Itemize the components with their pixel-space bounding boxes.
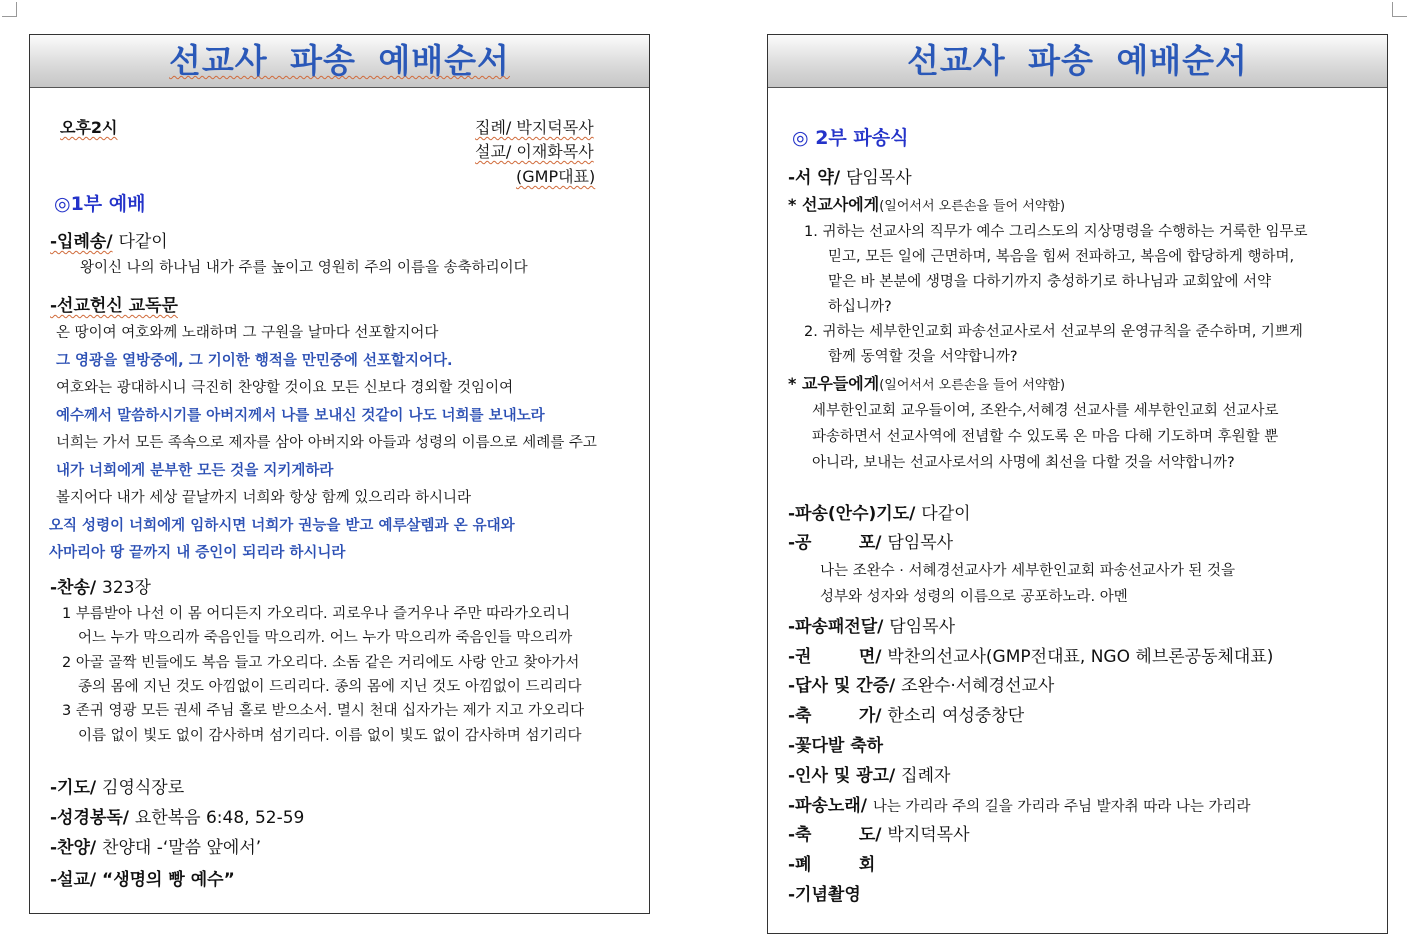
sermon (50, 865, 235, 890)
left-page (29, 34, 650, 914)
hymn (50, 573, 151, 598)
missionary-question-line: 믿고, 모든 일에 근면하며, 복음을 힘써 전파하고, 복음에 합당하게 행하며, (828, 249, 1295, 265)
sending-song (788, 791, 1251, 816)
anthem-label: -찬양/ (50, 838, 97, 858)
hymn-line: 어느 누가 막으리까 죽음인들 막으리까. 어느 누가 막으리까 죽음인들 막으리까 (78, 630, 573, 647)
missionary-vow (788, 192, 1065, 215)
members-question-line: 아니라, 보내는 선교사로서의 사명에 최선을 다할 것을 서약합니까? (812, 455, 1235, 471)
sermon-value: “생명의 빵 예수” (102, 870, 235, 890)
hymn-line: 이름 없이 빛도 없이 감사하며 섬기리다. 이름 없이 빛도 없이 감사하며 섬기리다 (78, 727, 582, 744)
reading-line: 여호와는 광대하시니 극진히 찬양할 것이요 모든 신보다 경외할 것임이여 (56, 380, 514, 396)
commission-prayer (788, 499, 971, 524)
scripture-reading (50, 803, 304, 828)
hymn-line: 2 아골 골짝 빈들에도 복음 들고 가오리다. 소돔 같은 거리에도 사랑 안고 찾아가서 (62, 654, 580, 671)
plaque-label: -파송패전달/ (788, 617, 884, 637)
entrance-song-text: 왕이신 나의 하나님 내가 주를 높이고 영원히 주의 이름을 송축하리이다 (80, 260, 528, 276)
members-vow-label: * 교우들에게 (788, 374, 880, 393)
sermon-label: -설교/ (50, 870, 97, 890)
benediction-label: -축 도/ (788, 825, 882, 845)
entrance-song-label: -입례송/ (50, 232, 113, 252)
exhortation-value: 박찬의선교사(GMP전대표, NGO 헤브론공동체대표) (887, 647, 1274, 667)
closing: -폐 회 (788, 855, 876, 875)
commission-prayer-value: 다같이 (921, 504, 971, 524)
section-1-heading: ◎1부 예배 (54, 193, 146, 215)
scripture-value: 요한복음 6:48, 52-59 (134, 808, 305, 828)
missionary-vow-note: (일어서서 오른손을 들어 서약함) (879, 199, 1066, 214)
prayer-value: 김영식장로 (102, 778, 185, 798)
benediction (788, 820, 970, 845)
entrance-song-value: 다같이 (118, 232, 168, 252)
photo: -기념촬영 (788, 885, 861, 905)
prayer (50, 773, 184, 798)
hymn-line: 1 부름받아 나선 이 몸 어디든지 가오리다. 괴로우나 즐거우나 주만 따라가오리니 (62, 606, 571, 622)
vow-label: -서 약/ (788, 168, 841, 188)
exhortation (788, 642, 1273, 667)
benediction-value: 박지덕목사 (887, 825, 970, 845)
exhortation-label: -권 면/ (788, 647, 882, 667)
proclamation-line: 나는 조완수 · 서혜경선교사가 세부한인교회 파송선교사가 된 것을 (820, 563, 1236, 579)
missionary-vow-label: * 선교사에게 (788, 195, 880, 214)
left-title-bar (30, 35, 649, 88)
anthem (50, 833, 261, 858)
anthem-value: 찬양대 -‘말씀 앞에서’ (102, 838, 262, 858)
service-time: 오후2시 (60, 118, 118, 137)
special-song-value: 한소리 여성중창단 (887, 706, 1025, 726)
reading-line: 볼지어다 내가 세상 끝날까지 너희와 항상 함께 있으리라 하시니라 (56, 490, 472, 506)
left-title: 선교사 파송 예배순서 (169, 41, 510, 80)
missionary-question-line: 1. 귀하는 선교사의 직무가 예수 그리스도의 지상명령을 수행하는 거룩한 임무로 (804, 224, 1308, 240)
members-vow-note: (일어서서 오른손을 들어 서약함) (879, 378, 1066, 393)
officiant: 집례/ 박지덕목사 (475, 118, 594, 137)
members-vow (788, 371, 1065, 394)
reading-line: 너희는 가서 모든 족속으로 제자를 삼아 아버지와 아들과 성령의 이름으로 세례를 주고 (56, 435, 597, 451)
prayer-label: -기도/ (50, 778, 97, 798)
right-page (767, 34, 1388, 934)
preacher-org: (GMP대표) (516, 167, 596, 186)
plaque (788, 612, 955, 637)
reading-line: 사마리아 땅 끝까지 내 증인이 되리라 하시니라 (49, 545, 346, 561)
section-2-heading: ◎ 2부 파송식 (792, 127, 909, 149)
page-corner-mark (1392, 2, 1407, 17)
proclamation-label: -공 포/ (788, 533, 882, 553)
members-question-line: 세부한인교회 교우들이여, 조완수,서혜경 선교사를 세부한인교회 선교사로 (812, 403, 1279, 419)
hymn-label: -찬송/ (50, 578, 97, 598)
vow-value: 담임목사 (845, 168, 912, 188)
greetings-label: -인사 및 광고/ (788, 766, 896, 786)
reading-line: 내가 너희에게 분부한 모든 것을 지키게하라 (56, 462, 334, 479)
missionary-question-line: 하십니까? (828, 299, 892, 315)
sending-song-value: 나는 가리라 주의 길을 가리라 주님 발자취 따라 나는 가리라 (872, 799, 1251, 815)
reading-line: 온 땅이여 여호와께 노래하며 그 구원을 날마다 선포할지어다 (56, 325, 439, 341)
flower-celebration: -꽃다발 축하 (788, 736, 884, 756)
preacher: 설교/ 이재화목사 (475, 142, 594, 161)
hymn-line: 종의 몸에 지닌 것도 아낌없이 드리리다. 종의 몸에 지닌 것도 아낌없이 드리리다 (78, 678, 582, 695)
hymn-line: 3 존귀 영광 모든 권세 주님 홀로 받으소서. 멸시 천대 십자가는 제가 지고 가오리다 (62, 703, 584, 720)
right-title-bar (768, 35, 1387, 88)
reply-value: 조완수·서혜경선교사 (901, 676, 1055, 696)
hymn-value: 323장 (102, 578, 151, 598)
proclamation (788, 528, 953, 553)
scripture-label: -성경봉독/ (50, 808, 129, 828)
reply-label: -답사 및 간증/ (788, 676, 896, 696)
missionary-question-line: 맡은 바 본분에 생명을 다하기까지 충성하기로 하나님과 교회앞에 서약 (828, 274, 1272, 290)
reading-heading: -선교헌신 교독문 (50, 296, 178, 316)
sending-song-label: -파송노래/ (788, 796, 867, 816)
entrance-song (50, 227, 168, 252)
reading-line: 오직 성령이 너희에게 임하시면 너희가 권능을 받고 예루살렘과 온 유대와 (49, 517, 515, 534)
missionary-question-line: 2. 귀하는 세부한인교회 파송선교사로서 선교부의 운영규칙을 준수하며, 기쁘게 (804, 324, 1303, 340)
plaque-value: 담임목사 (889, 617, 955, 637)
page-corner-mark (2, 2, 17, 17)
proclamation-value: 담임목사 (887, 533, 954, 553)
right-title: 선교사 파송 예배순서 (907, 41, 1248, 80)
proclamation-line: 성부와 성자와 성령의 이름으로 공포하노라. 아멘 (820, 589, 1128, 605)
greetings (788, 761, 950, 786)
vow (788, 163, 912, 188)
special-song (788, 701, 1024, 726)
greetings-value: 집례자 (901, 766, 951, 786)
reading-line: 예수께서 말씀하시기를 아버지께서 나를 보내신 것같이 나도 너희를 보내노라 (56, 407, 545, 424)
missionary-question-line: 함께 동역할 것을 서약합니까? (828, 349, 1018, 365)
reading-line: 그 영광을 열방중에, 그 기이한 행적을 만민중에 선포할지어다. (56, 352, 453, 369)
special-song-label: -축 가/ (788, 706, 882, 726)
members-question-line: 파송하면서 선교사역에 전념할 수 있도록 온 마음 다해 기도하며 후원할 뿐 (812, 429, 1279, 445)
commission-prayer-label: -파송(안수)기도/ (788, 504, 916, 524)
reply (788, 671, 1054, 696)
